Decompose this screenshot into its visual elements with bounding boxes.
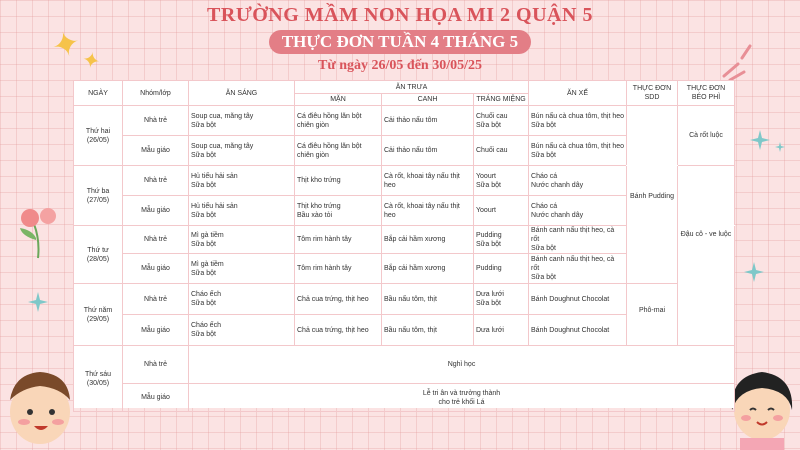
dessert-cell [474, 315, 529, 346]
day-date: (29/05) [86, 315, 110, 323]
day-name: Thứ ba [86, 187, 110, 195]
dish: Bánh Doughnut Chocolat [531, 295, 610, 303]
dish: Mì gà tiềm [191, 231, 224, 239]
dish: Hủ tiếu hải sản [191, 202, 238, 210]
dish: Dưa lưới [476, 291, 504, 298]
dish: Sữa bột [531, 151, 556, 159]
dish: Pudding [476, 265, 502, 272]
obese-cell-wed: Đậu cô - ve luộc [678, 226, 735, 346]
day-date: (30/05) [86, 379, 110, 387]
main-cell [295, 106, 382, 136]
header-lunch-dessert: TRÁNG MIỆNG [474, 94, 529, 106]
dish: Cá điêu hồng lăn bột [297, 112, 362, 120]
group-cell: Nhà trẻ [123, 106, 189, 136]
dish: Sữa bột [191, 181, 216, 189]
sparkle-icon [744, 260, 774, 290]
sparkle-icon [750, 128, 790, 158]
dish: Cháo cá [531, 202, 558, 210]
snack-cell [529, 254, 627, 284]
dish: Sữa bột [191, 240, 216, 248]
snack-cell [529, 106, 627, 136]
dish: Bắp cải hầm xương [384, 236, 446, 243]
dish: Sữa bột [191, 331, 216, 338]
soup-cell [382, 106, 474, 136]
day-cell-wed [74, 226, 123, 284]
group-cell: Nhà trẻ [123, 346, 189, 384]
dish: Nước chanh dây [531, 181, 584, 189]
dish: chiên giòn [297, 121, 329, 129]
header-lunch: ĂN TRƯA [295, 81, 529, 94]
dish: Bầu nấu tôm, thịt [384, 326, 437, 334]
dish: Tôm rim hành tây [297, 236, 352, 243]
sparkle-icon [28, 290, 58, 320]
event-note-line: Lễ tri ân và trưởng thành [422, 389, 501, 397]
dish: Cải thảo nấu tôm [384, 117, 438, 124]
header-sdd-menu: THỰC ĐƠN SDD [627, 81, 678, 106]
page-title: TRƯỜNG MẦM NON HỌA MI 2 QUẬN 5 [207, 4, 593, 26]
dish: Soup cua, măng tây [191, 142, 254, 150]
soup-cell [382, 136, 474, 166]
main-cell [295, 315, 382, 346]
dish: Pudding [476, 231, 502, 239]
soup-cell [382, 226, 474, 254]
date-range: Từ ngày 26/05 đến 30/05/25 [318, 58, 482, 73]
dessert-cell [474, 254, 529, 284]
day-date: (27/05) [86, 196, 110, 204]
dish: Thịt kho trứng [297, 202, 341, 210]
day-cell-fri [74, 346, 123, 412]
dish: Thịt kho trứng [297, 177, 341, 184]
main-cell [295, 254, 382, 284]
dessert-cell [474, 166, 529, 196]
dish: Nước chanh dây [531, 211, 584, 219]
obese-cell-mon: Cà rốt luộc [678, 106, 735, 166]
menu-table [73, 80, 734, 408]
dish: Bún nấu cà chua tôm, thịt heo [531, 142, 625, 150]
dish: Bầu xào tỏi [297, 211, 333, 219]
dish: Cháo cá [531, 172, 558, 180]
dish: Bánh canh nấu thịt heo, cà rốt [531, 227, 615, 243]
soup-cell [382, 315, 474, 346]
group-cell: Nhà trẻ [123, 226, 189, 254]
day-cell-tue [74, 166, 123, 226]
menu-week-title: THỰC ĐƠN TUẦN 4 THÁNG 5 [269, 30, 531, 54]
breakfast-cell [189, 254, 295, 284]
table-row [74, 166, 735, 196]
dessert-cell [474, 106, 529, 136]
dish: Sữa bột [191, 211, 216, 219]
breakfast-cell [189, 315, 295, 346]
dish: Chuối cau [476, 112, 508, 120]
sdd-cell-tue-wed: Bánh Pudding [627, 166, 678, 284]
star-icon: ✦ [80, 46, 103, 75]
main-cell [295, 166, 382, 196]
dish: chiên giòn [297, 151, 329, 159]
snack-cell [529, 315, 627, 346]
dish: Sữa bột [531, 245, 556, 252]
header-day: NGÀY [74, 81, 123, 106]
snack-cell [529, 284, 627, 315]
dessert-cell [474, 136, 529, 166]
group-cell: Mẫu giáo [123, 196, 189, 226]
dish: Sữa bột [476, 121, 501, 129]
soup-cell [382, 284, 474, 315]
group-cell: Mẫu giáo [123, 384, 189, 412]
header-group: Nhóm/lớp [123, 81, 189, 106]
group-cell: Mẫu giáo [123, 254, 189, 284]
day-cell-thu [74, 284, 123, 346]
day-name: Thứ tư [87, 246, 109, 254]
flower-icon [10, 200, 70, 260]
boy-character-illustration [0, 360, 80, 450]
day-name: Thứ sáu [84, 370, 112, 378]
dish: Tôm rim hành tây [297, 265, 352, 272]
dish: Cá điêu hồng lăn bột [297, 142, 362, 150]
dish: Chả cua trứng, thịt heo [297, 295, 369, 303]
sdd-cell-thu: Phô-mai [627, 284, 678, 346]
breakfast-cell [189, 136, 295, 166]
dish: Hủ tiếu hải sản [191, 172, 238, 180]
dish: Bắp cải hầm xương [384, 265, 446, 272]
group-cell: Nhà trẻ [123, 166, 189, 196]
dessert-cell [474, 284, 529, 315]
main-cell [295, 284, 382, 315]
dish: Sữa bột [531, 121, 556, 129]
soup-cell [382, 196, 474, 226]
breakfast-cell [189, 196, 295, 226]
event-note-line: cho trẻ khối Lá [438, 398, 485, 406]
dish: Chả cua trứng, thịt heo [297, 326, 369, 334]
dish: Cà rốt, khoai tây nấu thịt [384, 172, 460, 180]
dish: heo [384, 211, 396, 219]
star-icon: ✦ [47, 22, 85, 68]
dish: Cháo ếch [191, 291, 221, 298]
breakfast-cell [189, 226, 295, 254]
header-obese-menu: THỰC ĐƠN BÉO PHÌ [678, 81, 735, 106]
day-date: (26/05) [86, 136, 110, 144]
day-name: Thứ hai [85, 127, 111, 135]
dish: Sữa bột [191, 269, 216, 277]
holiday-note: Nghỉ học [189, 346, 735, 384]
day-date: (28/05) [86, 255, 110, 263]
dish: heo [384, 181, 396, 189]
header-breakfast: ĂN SÁNG [189, 81, 295, 106]
dish: Sữa bột [476, 181, 501, 189]
group-cell: Nhà trẻ [123, 284, 189, 315]
dish: Yoourt [476, 207, 496, 214]
snack-cell [529, 166, 627, 196]
dish: Cháo ếch [191, 322, 221, 329]
soup-cell [382, 254, 474, 284]
table-row [74, 284, 735, 315]
dish: Bầu nấu tôm, thịt [384, 295, 437, 303]
dish: Bánh Doughnut Chocolat [531, 326, 610, 334]
header-snack: ĂN XẾ [529, 81, 627, 106]
breakfast-cell [189, 166, 295, 196]
dish: Bánh canh nấu thịt heo, cà rốt [531, 256, 615, 272]
header-lunch-main: MẶN [295, 94, 382, 106]
table-row [74, 384, 735, 412]
dish: Soup cua, măng tây [191, 112, 254, 120]
main-cell [295, 226, 382, 254]
dish: Chuối cau [476, 147, 508, 154]
dessert-cell [474, 226, 529, 254]
dish: Sữa bột [531, 274, 556, 281]
group-cell: Mẫu giáo [123, 136, 189, 166]
main-cell [295, 196, 382, 226]
dish: Cà rốt, khoai tây nấu thịt [384, 202, 460, 210]
dish: Sữa bột [476, 300, 501, 307]
dish: Sữa bột [476, 240, 501, 248]
dish: Dưa lưới [476, 326, 504, 334]
dish: Sữa bột [191, 151, 216, 159]
main-cell [295, 136, 382, 166]
soup-cell [382, 166, 474, 196]
dish: Mì gà tiềm [191, 260, 224, 268]
table-row [74, 346, 735, 384]
dish: Sữa bột [191, 300, 216, 307]
group-cell: Mẫu giáo [123, 315, 189, 346]
breakfast-cell [189, 106, 295, 136]
sdd-cell-mon [627, 106, 678, 166]
menu-grid [73, 80, 735, 412]
header-lunch-soup: CANH [382, 94, 474, 106]
table-row [74, 106, 735, 136]
snack-cell [529, 136, 627, 166]
dish: Sữa bột [191, 121, 216, 129]
snack-cell [529, 196, 627, 226]
day-cell-mon [74, 106, 123, 166]
breakfast-cell [189, 284, 295, 315]
dish: Yoourt [476, 172, 496, 180]
snack-cell [529, 226, 627, 254]
dessert-cell [474, 196, 529, 226]
day-name: Thứ năm [83, 306, 113, 314]
event-note [189, 384, 735, 412]
dish: Cải thảo nấu tôm [384, 147, 438, 154]
dish: Bún nấu cà chua tôm, thịt heo [531, 112, 625, 120]
obese-cell-tue [678, 166, 735, 226]
